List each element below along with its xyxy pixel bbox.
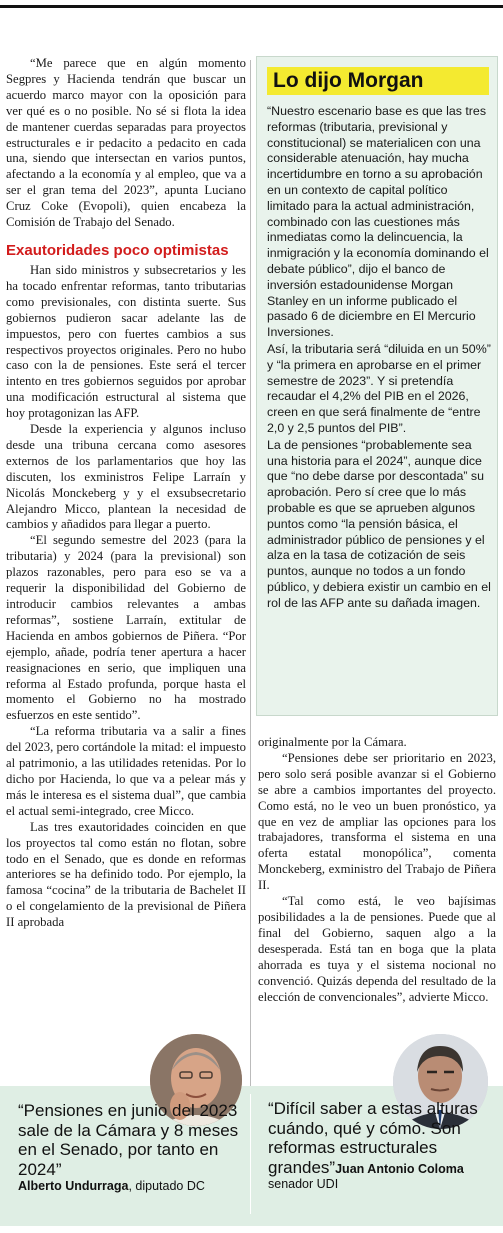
quote-coloma [268, 1099, 493, 1192]
paragraph: “Nuestro escenario base es que las tres reformas (tributaria, previsional y constitucional) se materialicen con una considerable atenuación, hay mucha incertidumbre en torno a su aprobación en un contexto de capital político limitado para la actual administración, combinado con las cuestiones más inmediatas como la delincuencia, la inmigración y la economía dominando el debate público”, dijo el banco de inversión estadounidense Morgan Stanley en un informe publicado el pasado 6 de diciembre en El Mercurio Inversiones. [267, 104, 489, 340]
paragraph: originalmente por la Cámara. [258, 735, 407, 749]
speaker-name: Alberto Undurraga [18, 1179, 129, 1193]
quotes-divider [250, 1094, 251, 1214]
left-column [6, 56, 246, 931]
paragraph: “El segundo semestre del 2023 (para la tributaria) y 2024 (para la previsional) son plazos razonables, pero para eso se va a requerir la disponibilidad del Gobierno de introducir cambios relevantes a ambas reformas”, sostiene Larraín, extitular de Hacienda en ambos gobiernos de Piñera. “Por ejemplo, añade, podría tener apertura a hacer reasignaciones en serio, que impliquen una reforma al Estado profunda, porque hasta el momento el Gobierno no ha mostrado esfuerzos en este sentido”. [6, 533, 246, 723]
speaker-role: , diputado DC [128, 1179, 205, 1193]
quote-undurraga [18, 1101, 243, 1194]
paragraph: “Pensiones debe ser prioritario en 2023, pero solo será posible avanzar si el Gobierno se abre a cambios importantes del proyecto. Como está, no le veo un buen pronóstico, ya que en vez de ampliar las opciones para los trabajadores, transforma el sistema en una oferta estatal monopólica”, comenta Monckeberg, exministro del Trabajo de Piñera II. [258, 750, 496, 893]
paragraph: Así, la tributaria será “diluida en un 50%” y “la primera en aprobarse en el primer semestre de 2023”. Y si pretendía recaudar el 4,2% del PIB en el 2026, creen en que será finalmente de “entre 2,0 y 2,5 puntos del PIB”. [267, 341, 491, 435]
sidebar-box [256, 56, 498, 716]
quote-attribution [18, 1179, 243, 1194]
section-subhead: Exautoridades poco optimistas [6, 241, 229, 259]
quote-text: “Pensiones en junio del 2023 sale de la Cámara y 8 meses en el Senado, por tanto en 2024” [18, 1101, 239, 1179]
paragraph: Han sido ministros y subsecretarios y les ha tocado enfrentar reformas, tanto tributarias como previsionales, con distinta suerte. Sus gobiernos pudieron sacar adelante las de impuestos, pero con fuertes cambios a sus respectivos proyectos originales. Pero no hubo caso con la de pensiones. Este será el tercer intento en tres gobiernos seguidos por aprobar una modificación estructural al sistema que hoy protagonizan las AFP. [6, 262, 246, 421]
paragraph: La de pensiones “probablemente sea una historia para el 2024”, aunque dice que “no debe darse por descontada” su aprobación. Pero sí cree que lo más probable es que se aprueben algunos puntos como “la pensión básica, el administrador público de pensiones y el alza en la tasa de cotización de seis puntos, aunque no todos a un fondo público, y debiera existir un cambio en el rol de las AFP ante su dañada imagen. [267, 437, 491, 610]
paragraph: “Me parece que en algún momento Segpres y Hacienda tendrán que buscar un acuerdo marco mayor con la oposición para ver qué es o no posible. No sé si flota la idea de mantener cuerdas separadas para proyectos estructurales e ir pedacito a pedacito en cada una, siendo que intersectan en varios puntos, afectando a la economía y al empleo, que va a ser el gran tema del 2023”, apunta Luciano Cruz Coke (Evopoli), quien encabeza la Comisión de Trabajo del Senado. [6, 56, 246, 230]
top-rule [0, 5, 503, 8]
right-column [258, 735, 496, 1005]
sidebar-title: Lo dijo Morgan [267, 67, 489, 95]
paragraph: Las tres exautoridades coinciden en que los proyectos tal como están no flotan, sobre todo en el Senado, que es donde en reformas anteriores se ha definido todo. Por ejemplo, la famosa “cocina” de la tributaria de Bachelet II o el congelamiento de la previsional de Piñera II aprobada [6, 819, 246, 930]
speaker-name: Juan Antonio Coloma [335, 1161, 464, 1176]
speaker-role: senador UDI [268, 1177, 339, 1191]
sidebar-body [267, 104, 491, 613]
paragraph: “La reforma tributaria va a salir a fines del 2023, pero cortándole la mitad: el impuesto al patrimonio, a las utilidades retenidas. Por lo dicho por Hacienda, lo que va a pelear más y más le interesa es el sistema dual”, que cambia el actual semi-integrado, cree Micco. [6, 724, 246, 818]
paragraph: Desde la experiencia y algunos incluso desde una tribuna cercana como asesores externos de los parlamentarios que hoy las discuten, los exministros Felipe Larraín y Nicolás Monckeberg y y el exsubsecretario Alejandro Micco, plantean la necesidad de cambios y añadidos para llegar a puerto. [6, 422, 246, 532]
paragraph: “Tal como está, le veo bajísimas posibilidades a la de pensiones. Puede que al final del Gobierno, saquen algo a la desesperada. Está tan en boga que la plata ahorrada es tuya y el sistema nocional no convenció. Quizás dependa del resultado de la elección de convencionales”, advierte Micco. [258, 894, 496, 1004]
column-divider [250, 60, 251, 1202]
quote-text: “Difícil saber a estas alturas cuándo, qué y cómo. Son reformas estructurales grandes” [268, 1099, 478, 1177]
